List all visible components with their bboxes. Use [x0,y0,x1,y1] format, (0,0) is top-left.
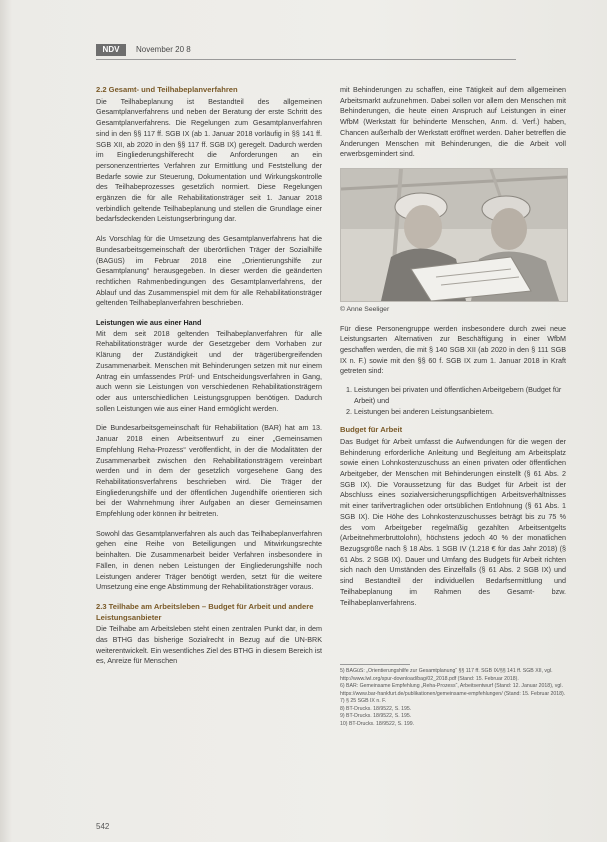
footnotes [340,664,566,728]
footnote: 6) BAR: Gemeinsame Empfehlung „Reha-Prozess“, Arbeitsentwurf (Stand: 12. Januar 2018), vgl. https://www.bar-frankfurt.de/publikationen/gemeinsame-empfehlungen/ (Stand: 15. Februar 2018). [340,683,566,697]
paragraph: Das Budget für Arbeit umfasst die Aufwendungen für die wegen der Behinderung erforderliche Anleitung und Begleitung am Arbeitsplatz sowie einen Lohnkostenzuschuss an einen privaten oder öffentlichen Arbeitgeber, der Menschen mit Behinderungen einstellt (§ 61 Abs. 2 SGB IX). Die Voraussetzung für das Budget für Arbeit ist der Abschluss eines sozialversicherungspflichtigen Arbeitsverhältnisses mit einer tarifvertraglichen oder ortsüblichen Entlohnung (§ 61 Abs. 1 SGB IX). Die Höhe des Lohnkostenzuschusses beträgt bis zu 75 % des vom Arbeitgeber regelmäßig gezahlten Arbeitsentgelts (Arbeitnehmerbruttolohn), höchstens jedoch 40 % der monatlichen Bezugsgröße nach § 18 Abs. 1 SGB IV (1.218 € für das Jahr 2018) (§ 61 Abs. 2 SGB IX). Dauer und Umfang des Budgets für Arbeit richten sich nach den Umständen des Einzelfalls (§ 61 Abs. 2 SGB IX) und sind Bestandteil der individuellen Bedarfsermittlung und Teilhabeplanung im Rahmen des Gesamt- bzw. Teilhabeplanverfahrens. [340,436,566,607]
paragraph: Die Teilhabeplanung ist Bestandteil des allgemeinen Gesamtplanverfahrens und neben der Beratung der erste Schritt des Gesamtplanverfahrens. Die Regelungen zum Gesamtplanverfahren sind in den §§ 117 ff. SGB IX (ab 1. Januar 2018 vorläufig in §§ 141 ff. SGB XII, ab 2020 in den §§ 117 ff. SGB IX) geregelt. Dadurch werden im Eingliederungshilferecht die Anforderungen an ein personenzentriertes Verfahren zur Ermittlung und Feststellung der Bedarfe sowie zur Steuerung, Dokumentation und Wirkungskontrolle des Teilhabeprozesses gesetzlich normiert. Diese Regelungen ergänzen die für alle Rehabilitationsträger seit 1. Januar 2018 verbindlich geltende Teilhabeplanung und stellen die Grundlage einer bedarfsdeckenden Leistungserbringung dar. [96,96,322,224]
left-column [96,85,322,676]
photo-two-workers [340,168,568,302]
numbered-list [340,385,566,417]
paragraph: Für diese Personengruppe werden insbesondere durch zwei neue Leistungsarten Alternativen zur Beschäftigung in einer WfbM geschaffen werden, die mit § 140 SGB XII (ab 2020 in den § 111 SGB IX n. F.) sowie mit den §§ 60 f. SGB IX zum 1. Januar 2018 in Kraft getreten sind: [340,323,566,376]
section-heading: 2.3 Teilhabe am Arbeitsleben – Budget für Arbeit und andere Leistungsanbieter [96,601,314,622]
section-heading: 2.2 Gesamt- und Teilhabeplanverfahren [96,85,238,94]
footnote: 7) § 25 SGB IX n. F. [340,698,387,704]
header-rule [96,59,516,60]
list-item: 1. Leistungen bei privaten und öffentlichen Arbeitgebern (Budget für Arbeit) und [354,385,566,406]
footnote-rule [340,664,410,665]
paragraph: mit Behinderungen zu schaffen, eine Tätigkeit auf dem allgemeinen Arbeitsmarkt aufzunehmen. Dabei sollen vor allem den Menschen mit Behinderungen, die heute einen Anspruch auf Leistungen in einer WfbM (Werkstatt für behinderte Menschen, Anm. d. Verf.) haben, Chancen außerhalb der Werkstatt eröffnet werden. Daher betreffen die Änderungen Menschen mit Behinderungen, die die Arbeit voll erwerbsgemindert sind. [340,85,566,159]
photo-illustration [341,169,567,301]
page-header [96,44,326,56]
issue-date: November 20 8 [136,45,191,54]
subheading: Budget für Arbeit [340,425,403,435]
paragraph: Als Vorschlag für die Umsetzung des Gesamtplanverfahrens hat die Bundesarbeitsgemeinschaft der überörtlichen Träger der Sozialhilfe (BAGüS) im Februar 2018 eine „Orientierungshilfe zur Gesamtplanung“ herausgegeben. In dieser werden die geänderten rechtlichen Rahmenbedingungen des Gesamtplanverfahrens, der Ablauf und das Zusammenspiel mit dem für alle Rehabilitationsträger geltenden Teilhabeplanverfahren beschrieben. [96,234,322,308]
right-column [340,85,566,616]
footnote: 9) BT-Drucks. 18/9522, S. 195. [340,713,412,719]
page-number: 542 [96,822,110,831]
paragraph: Die Teilhabe am Arbeitsleben steht einen zentralen Punkt dar, in dem das BTHG das bisherige Sozialrecht in Bezug auf die UN-BRK weiterentwickelt. Ein wesentliches Ziel des BTHG in diesem Bereich ist es, Anreize für Menschen [96,624,322,666]
subheading: Leistungen wie aus einer Hand [96,318,202,328]
paragraph: Die Bundesarbeitsgemeinschaft für Rehabilitation (BAR) hat am 13. Januar 2018 einen Arbeitsentwurf zu einer „Gemeinsamen Empfehlung Reha-Prozess“ veröffentlicht, in der die Modalitäten der Zusammenarbeit zwischen den Rehabilitationsträgern vereinbart werden und in dem der gesetzlich vorgesehene Gang des Rehabilitationsverfahrens beschrieben wird. Die Träger der Eingliederungshilfe und der öffentlichen Jugendhilfe orientieren sich bei der Wahrnehmung ihrer Aufgaben an dieser Gemeinsamen Empfehlung oder können ihr beitreten. [96,423,322,519]
photo-caption: © Anne Seeliger [340,305,390,313]
paragraph: Mit dem seit 2018 geltenden Teilhabeplanverfahren für alle Rehabilitationsträger wurde der Gesetzgeber dem Vorhaben zur Klärung der Zuständigkeit und der trägerübergreifenden Zusammenarbeit. Menschen mit Behinderungen setzen mit nur einem Antrag ein umfassendes Prüf- und Entscheidungsverfahren in Gang, auch wenn sie Leistungen von verschiedenen Rehabilitationsträgern oder aus unterschiedlichen Leistungsgruppen benötigen. Dadurch sollen Leistungen wie aus einer Hand ermöglicht werden. [96,328,322,413]
paragraph: Sowohl das Gesamtplanverfahren als auch das Teilhabeplanverfahren gehen eine Reihe von Beteiligungen und Mitwirkungsrechte beinhalten. Die Zusammenarbeit beider Verfahren insbesondere in Fällen, in denen neben Leistungen der Eingliederungshilfe noch Leistungen anderer Träger benötigt werden, setzt für die weitere Umsetzung eine enge Abstimmung der Rehabilitationsträger voraus. [96,528,322,592]
list-item: 2. Leistungen bei anderen Leistungsanbietern. [354,407,566,418]
footnote: 8) BT-Drucks. 18/9522, S. 195. [340,705,412,712]
footnote: 5) BAGüS: „Orientierungshilfe zur Gesamtplanung“ §§ 117 ff. SGB IX/§§ 141 ff. SGB XII, vgl. http://www.lwl.org/spur-download/bag/02_2018.pdf (Stand: 15. Februar 2018). [340,668,553,682]
journal-tag: NDV [96,44,126,56]
footnote: 10) BT-Drucks. 18/9522, S. 199. [340,720,415,727]
